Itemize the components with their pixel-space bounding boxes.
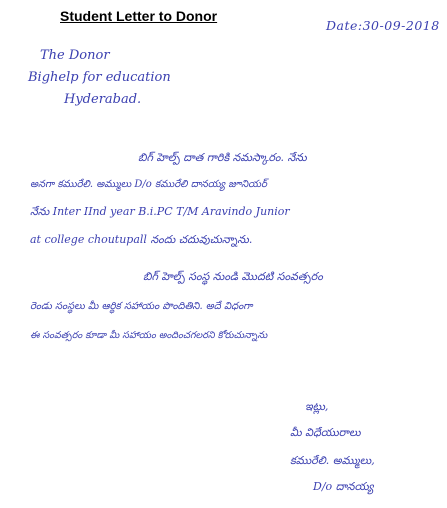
document-title: Student Letter to Donor: [60, 8, 218, 24]
paragraph1-line-1: బిగ్ హెల్ప్ దాత గారికి నమస్కారం. నేను: [138, 151, 307, 164]
letter-date: Date:30-09-2018: [326, 18, 440, 33]
recipient-line-1: The Donor: [40, 48, 110, 63]
recipient-line-3: Hyderabad.: [64, 92, 142, 107]
closing-line-2: మీ విధేయురాలు: [290, 426, 361, 439]
paragraph2-line-3: ఈ సంవత్సరం కూడా మీ సహాయం అందించగలరని కోరుచున్నాను: [30, 330, 268, 341]
closing-line-1: ఇట్లు,: [305, 400, 329, 413]
paragraph2-line-2: రెండు సంస్థలు మీ ఆర్థిక సహాయం పొందితిని. అదే విధంగా: [30, 301, 253, 312]
paragraph1-line-3: నేను Inter IInd year B.i.PC T/M Aravindo Junior: [30, 205, 290, 218]
paragraph1-line-2: అనగా కమురేలి. అమ్ములు D/o కమురేలి దానయ్య జూనియర్: [30, 179, 267, 190]
closing-line-3: కమురేలి. అమ్ములు,: [290, 454, 375, 467]
recipient-line-2: Bighelp for education: [28, 70, 171, 85]
closing-line-4: D/o దానయ్య: [313, 480, 374, 493]
paragraph2-line-1: బిగ్ హెల్ప్ సంస్థ నుండి మొదటి సంవత్సరం: [143, 270, 323, 283]
paragraph1-line-4: at college choutupall నందు చదువుచున్నాను.: [30, 233, 253, 246]
